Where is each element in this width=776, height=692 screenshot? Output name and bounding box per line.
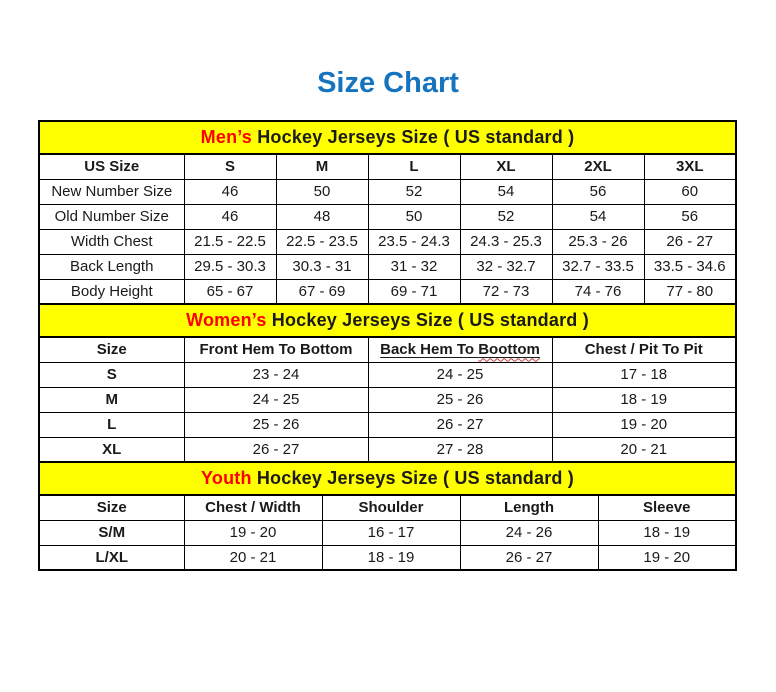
size-value: 19 - 20 (184, 520, 322, 545)
page-title: Size Chart (317, 67, 459, 99)
size-value: 24 - 25 (184, 387, 368, 412)
womens-section-header-row (39, 304, 736, 337)
size-value: 26 - 27 (644, 229, 736, 254)
size-value: 52 (368, 179, 460, 204)
womens-header-text: Hockey Jerseys Size ( US standard ) (266, 310, 589, 330)
womens-section-header (39, 304, 736, 337)
size-value: 19 - 20 (552, 412, 736, 437)
womens-highlight-text: Women’s (186, 310, 267, 330)
row-label: Body Height (39, 279, 184, 304)
size-value: 65 - 67 (184, 279, 276, 304)
size-value: 25 - 26 (368, 387, 552, 412)
size-value: 46 (184, 204, 276, 229)
mens-size-table (38, 120, 737, 305)
size-value: 24 - 25 (368, 362, 552, 387)
column-header: 2XL (552, 154, 644, 179)
youth-column-header-row (39, 495, 736, 520)
size-value: 72 - 73 (460, 279, 552, 304)
column-header: S (184, 154, 276, 179)
column-header: Size (39, 337, 184, 362)
size-value: 33.5 - 34.6 (644, 254, 736, 279)
youth-section-header-row (39, 462, 736, 495)
mens-section-header-row (39, 121, 736, 154)
size-value: 50 (276, 179, 368, 204)
column-header (368, 337, 552, 362)
row-label: Width Chest (39, 229, 184, 254)
size-value: 69 - 71 (368, 279, 460, 304)
size-tables-container (38, 120, 735, 571)
size-value: 20 - 21 (552, 437, 736, 462)
size-value: 30.3 - 31 (276, 254, 368, 279)
size-value: 74 - 76 (552, 279, 644, 304)
back-hem-underlined-label (380, 341, 540, 358)
size-value: 24.3 - 25.3 (460, 229, 552, 254)
size-value: 54 (552, 204, 644, 229)
size-value: 25 - 26 (184, 412, 368, 437)
size-value: 32 - 32.7 (460, 254, 552, 279)
column-header: 3XL (644, 154, 736, 179)
size-value: 27 - 28 (368, 437, 552, 462)
mens-section-header (39, 121, 736, 154)
mens-highlight-text: Men’s (200, 127, 253, 147)
size-value: 19 - 20 (598, 545, 736, 570)
row-label: L/XL (39, 545, 184, 570)
size-value: 46 (184, 179, 276, 204)
size-value: 23.5 - 24.3 (368, 229, 460, 254)
row-label: New Number Size (39, 179, 184, 204)
table-row (39, 387, 736, 412)
row-label: S (39, 362, 184, 387)
size-value: 18 - 19 (552, 387, 736, 412)
column-header: Sleeve (598, 495, 736, 520)
womens-column-header-row (39, 337, 736, 362)
size-value: 54 (460, 179, 552, 204)
table-row (39, 412, 736, 437)
row-label: Old Number Size (39, 204, 184, 229)
row-label: Back Length (39, 254, 184, 279)
table-row (39, 254, 736, 279)
size-value: 32.7 - 33.5 (552, 254, 644, 279)
size-value: 18 - 19 (598, 520, 736, 545)
size-value: 26 - 27 (460, 545, 598, 570)
youth-header-text: Hockey Jerseys Size ( US standard ) (251, 468, 574, 488)
size-value: 77 - 80 (644, 279, 736, 304)
size-value: 26 - 27 (184, 437, 368, 462)
size-value: 67 - 69 (276, 279, 368, 304)
size-value: 48 (276, 204, 368, 229)
size-value: 21.5 - 22.5 (184, 229, 276, 254)
size-value: 23 - 24 (184, 362, 368, 387)
table-row (39, 545, 736, 570)
row-label: S/M (39, 520, 184, 545)
womens-size-table (38, 303, 737, 463)
size-value: 50 (368, 204, 460, 229)
column-header: Chest / Pit To Pit (552, 337, 736, 362)
youth-size-table (38, 461, 737, 571)
size-value: 20 - 21 (184, 545, 322, 570)
column-header: Length (460, 495, 598, 520)
youth-section-header (39, 462, 736, 495)
table-row (39, 437, 736, 462)
size-value: 52 (460, 204, 552, 229)
column-header: US Size (39, 154, 184, 179)
table-row (39, 362, 736, 387)
table-row (39, 279, 736, 304)
column-header: L (368, 154, 460, 179)
size-value: 56 (644, 204, 736, 229)
column-header: Front Hem To Bottom (184, 337, 368, 362)
mens-column-header-row (39, 154, 736, 179)
mens-header-text: Hockey Jerseys Size ( US standard ) (252, 127, 575, 147)
column-header: Shoulder (322, 495, 460, 520)
size-value: 29.5 - 30.3 (184, 254, 276, 279)
table-row (39, 204, 736, 229)
table-row (39, 179, 736, 204)
table-row (39, 229, 736, 254)
size-value: 60 (644, 179, 736, 204)
column-header: M (276, 154, 368, 179)
column-header: Size (39, 495, 184, 520)
size-value: 31 - 32 (368, 254, 460, 279)
table-row (39, 520, 736, 545)
size-value: 22.5 - 23.5 (276, 229, 368, 254)
back-hem-prefix: Back Hem To (380, 341, 479, 359)
size-value: 18 - 19 (322, 545, 460, 570)
row-label: XL (39, 437, 184, 462)
spellcheck-squiggle-word: Boottom (478, 341, 540, 359)
size-value: 56 (552, 179, 644, 204)
size-value: 25.3 - 26 (552, 229, 644, 254)
size-value: 26 - 27 (368, 412, 552, 437)
column-header: Chest / Width (184, 495, 322, 520)
column-header: XL (460, 154, 552, 179)
size-value: 17 - 18 (552, 362, 736, 387)
row-label: L (39, 412, 184, 437)
size-value: 24 - 26 (460, 520, 598, 545)
row-label: M (39, 387, 184, 412)
size-value: 16 - 17 (322, 520, 460, 545)
youth-highlight-text: Youth (201, 468, 252, 488)
